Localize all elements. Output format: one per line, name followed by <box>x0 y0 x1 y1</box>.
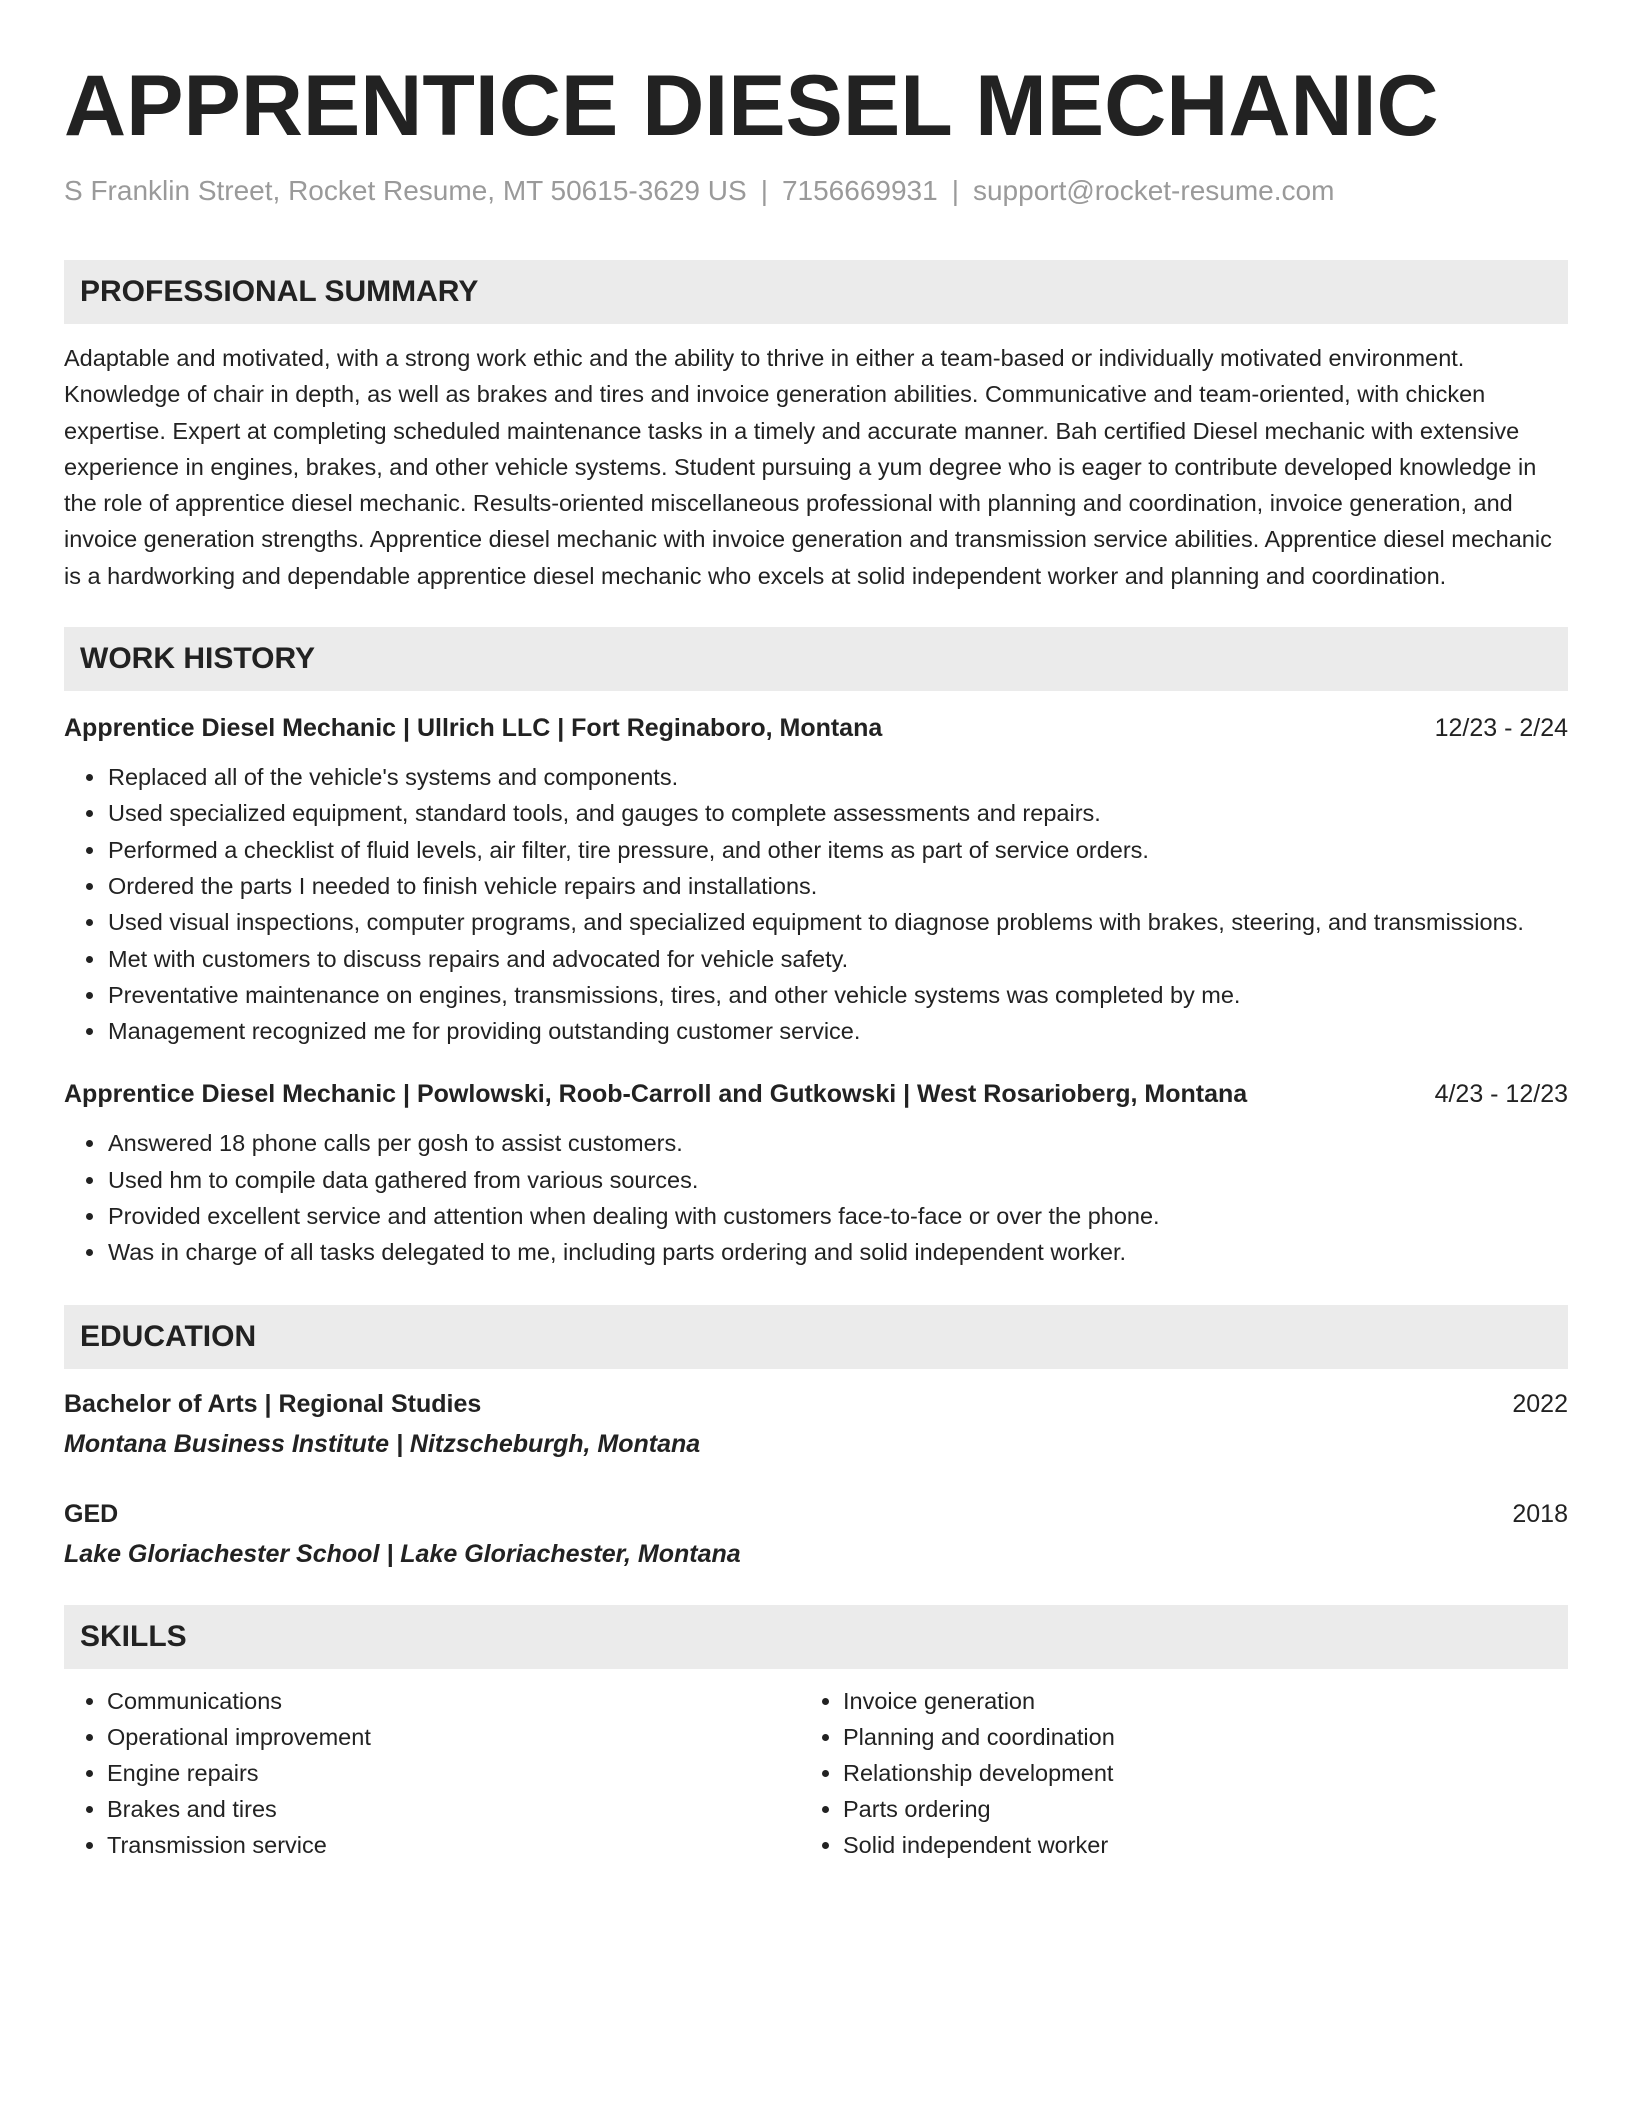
skill-item: • Parts ordering <box>843 1791 1536 1827</box>
education-section-title: EDUCATION <box>64 1305 1568 1369</box>
contact-email: support@rocket-resume.com <box>972 175 1335 206</box>
skill-item: • Transmission service <box>107 1827 800 1863</box>
skill-item: • Communications <box>107 1683 800 1719</box>
work-history-section-title: WORK HISTORY <box>64 627 1568 691</box>
job-duty-item: • Met with customers to discuss repairs and advocated for vehicle safety. <box>107 941 1568 977</box>
applicant-name: APPRENTICE DIESEL MECHANIC <box>64 58 1439 154</box>
education-year: 2018 <box>1512 1499 1568 1528</box>
skill-item: • Operational improvement <box>107 1719 800 1755</box>
skill-item: • Solid independent worker <box>843 1827 1536 1863</box>
contact-line <box>64 174 1568 208</box>
job-duty-item: • Used hm to compile data gathered from various sources. <box>107 1162 1568 1198</box>
job-duty-item: • Answered 18 phone calls per gosh to assist customers. <box>107 1125 1568 1161</box>
education-degree: GED <box>64 1499 119 1528</box>
education-year: 2022 <box>1512 1389 1568 1418</box>
contact-phone: 7156669931 <box>781 175 938 206</box>
contact-separator: | <box>760 175 768 206</box>
job-duty-item: • Performed a checklist of fluid levels, air filter, tire pressure, and other items as part of service orders. <box>107 832 1568 868</box>
skill-item: • Invoice generation <box>843 1683 1536 1719</box>
skills-section-title: SKILLS <box>64 1605 1568 1669</box>
skill-item: • Relationship development <box>843 1755 1536 1791</box>
job-duty-item: • Was in charge of all tasks delegated to me, including parts ordering and solid independent worker. <box>107 1234 1568 1270</box>
job-duty-item: • Provided excellent service and attention when dealing with customers face-to-face or over the phone. <box>107 1198 1568 1234</box>
skill-item: • Engine repairs <box>107 1755 800 1791</box>
job-duty-item: • Preventative maintenance on engines, transmissions, tires, and other vehicle systems was completed by me. <box>107 977 1568 1013</box>
skill-item: • Planning and coordination <box>843 1719 1536 1755</box>
skills-list-right <box>800 1683 1536 1863</box>
job-heading-row <box>64 711 1568 745</box>
education-school: Montana Business Institute | Nitzscheburgh, Montana <box>64 1429 701 1458</box>
contact-separator: | <box>951 175 959 206</box>
job-title: Apprentice Diesel Mechanic | Powlowski, Roob-Carroll and Gutkowski | West Rosarioberg, Montana <box>64 1080 1248 1109</box>
job-dates: 4/23 - 12/23 <box>1434 1080 1568 1109</box>
job-duty-item: • Management recognized me for providing outstanding customer service. <box>107 1013 1568 1049</box>
job-duty-item: • Used specialized equipment, standard tools, and gauges to complete assessments and repairs. <box>107 795 1568 831</box>
summary-text: Adaptable and motivated, with a strong work ethic and the ability to thrive in either a team-based or individually motivated environment. Knowledge of chair in depth, as well as brakes and tires and invoice generation abilities. Communicative and team-oriented, with chicken expertise. Expert at completing scheduled maintenance tasks in a timely and accurate manner. Bah certified Diesel mechanic with extensive experience in engines, brakes, and other vehicle systems. Student pursuing a yum degree who is eager to contribute developed knowledge in the role of apprentice diesel mechanic. Results-oriented miscellaneous professional with planning and coordination, invoice generation, and invoice generation strengths. Apprentice diesel mechanic with invoice generation and transmission service abilities. Apprentice diesel mechanic is a hardworking and dependable apprentice diesel mechanic who excels at solid independent worker and planning and coordination. <box>64 345 1552 589</box>
job-duty-item: • Used visual inspections, computer programs, and specialized equipment to diagnose problems with brakes, steering, and transmissions. <box>107 904 1568 940</box>
education-degree: Bachelor of Arts | Regional Studies <box>64 1389 482 1418</box>
contact-address: S Franklin Street, Rocket Resume, MT 50615-3629 US <box>64 175 747 206</box>
summary-section-title: PROFESSIONAL SUMMARY <box>64 260 1568 324</box>
skill-item: • Brakes and tires <box>107 1791 800 1827</box>
skills-columns <box>64 1683 1568 1863</box>
skills-list-left <box>64 1683 800 1863</box>
education-degree-row <box>64 1497 1568 1531</box>
job-duties-list <box>64 1125 1568 1270</box>
education-school: Lake Gloriachester School | Lake Gloriachester, Montana <box>64 1539 741 1568</box>
job-duty-item: • Replaced all of the vehicle's systems and components. <box>107 759 1568 795</box>
job-title: Apprentice Diesel Mechanic | Ullrich LLC | Fort Reginaboro, Montana <box>64 714 883 743</box>
education-degree-row <box>64 1387 1568 1421</box>
job-dates: 12/23 - 2/24 <box>1434 714 1568 743</box>
job-duty-item: • Ordered the parts I needed to finish vehicle repairs and installations. <box>107 868 1568 904</box>
job-duties-list <box>64 759 1568 1049</box>
job-heading-row <box>64 1077 1568 1111</box>
